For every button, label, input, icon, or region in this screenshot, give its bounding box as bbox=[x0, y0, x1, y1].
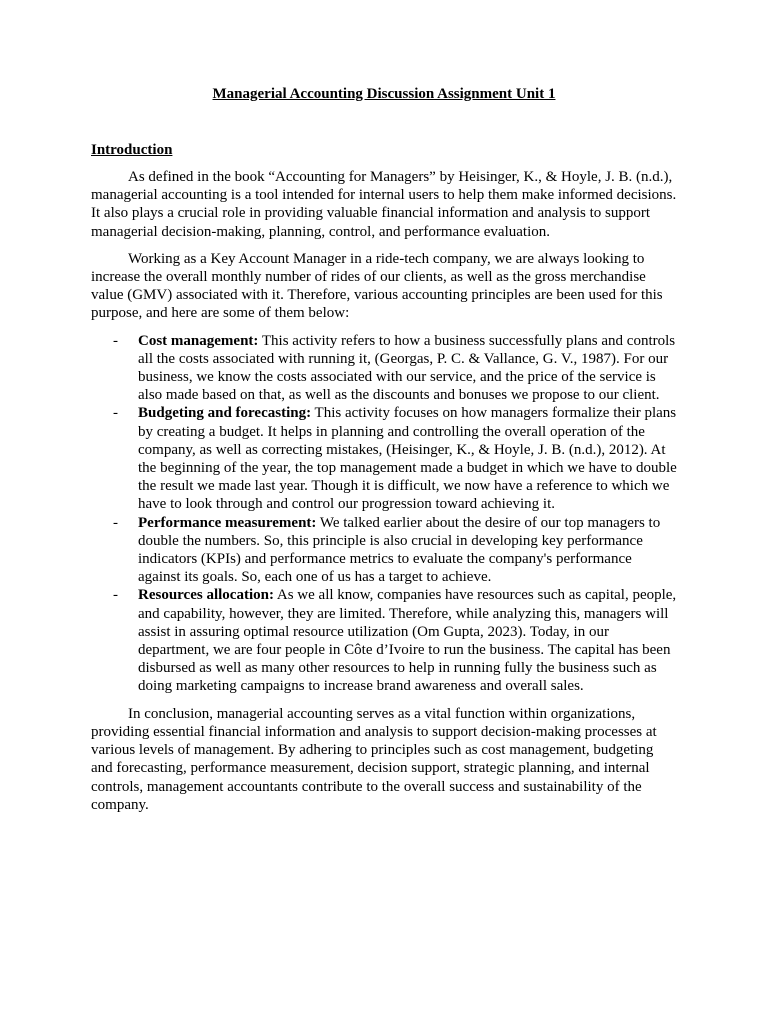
principles-list bbox=[91, 332, 677, 696]
bullet-term: Resources allocation: bbox=[138, 587, 274, 604]
bullet-marker: - bbox=[113, 587, 118, 604]
list-item-cost-management bbox=[91, 332, 677, 405]
section-heading-introduction: Introduction bbox=[91, 142, 173, 158]
bullet-term: Cost management: bbox=[138, 332, 259, 349]
bullet-term: Performance measurement: bbox=[138, 514, 317, 531]
list-item-resources-allocation bbox=[91, 586, 677, 695]
paragraph-definition: As defined in the book “Accounting for Managers” by Heisinger, K., & Hoyle, J. B. (n.d.), managerial accounting is a tool intended for internal users to help them make informed decisions. It also plays a crucial role in providing valuable financial information and analysis to support managerial decision-making, planning, control, and performance evaluation. bbox=[91, 169, 677, 240]
list-item-performance-measurement bbox=[91, 514, 677, 587]
paragraph-conclusion: In conclusion, managerial accounting serves as a vital function within organizations, providing essential financial information and analysis to support decision-making processes at various levels of management. By adhering to principles such as cost management, budgeting and forecasting, performance measurement, decision support, strategic planning, and internal controls, management accountants contribute to the overall success and sustainability of the company. bbox=[91, 705, 657, 813]
bullet-text: This activity focuses on how managers formalize their plans by creating a budget. It helps in planning and controlling the overall operation of the company, as well as correcting mistakes, (Heisinger, K., & Hoyle, J. B. (n.d.), 2012). At the beginning of the year, the top management made a budget in which we have to double the result we made last year. Though it is difficult, we now have a reference to which we have to look through and control our progression toward achieving it. bbox=[138, 405, 677, 513]
bullet-marker: - bbox=[113, 332, 118, 349]
bullet-marker: - bbox=[113, 405, 118, 422]
bullet-text: As we all know, companies have resources such as capital, people, and capability, however, they are limited. Therefore, while analyzing this, managers will assist in assuring optimal resource utilization (Om Gupta, 2023). Today, in our department, we are four people in Côte d’Ivoire to run the business. The capital has been disbursed as well as many other resources to help in running fully the business such as doing marketing campaigns to increase brand awareness and overall sales. bbox=[138, 587, 677, 695]
bullet-text: We talked earlier about the desire of our top managers to double the numbers. So, this principle is also crucial in developing key performance indicators (KPIs) and performance metrics to evaluate the company's performance against its goals. So, each one of us has a target to achieve. bbox=[138, 514, 661, 586]
paragraph-context: Working as a Key Account Manager in a ride-tech company, we are always looking to increase the overall monthly number of rides of our clients, as well as the gross merchandise value (GMV) associated with it. Therefore, various accounting principles are been used for this purpose, and here are some of them below: bbox=[91, 250, 663, 322]
bullet-text: This activity refers to how a business successfully plans and controls all the costs associated with running it, (Georgas, P. C. & Vallance, G. V., 1987). For our business, we know the costs associated with our service, and the price of the service is also made based on that, as well as the discounts and bonuses we propose to our client. bbox=[138, 332, 676, 404]
document-body bbox=[91, 168, 677, 823]
bullet-marker: - bbox=[113, 514, 118, 531]
bullet-term: Budgeting and forecasting: bbox=[138, 405, 312, 422]
document-title: Managerial Accounting Discussion Assignment Unit 1 bbox=[212, 86, 556, 102]
list-item-budgeting-forecasting bbox=[91, 404, 677, 513]
